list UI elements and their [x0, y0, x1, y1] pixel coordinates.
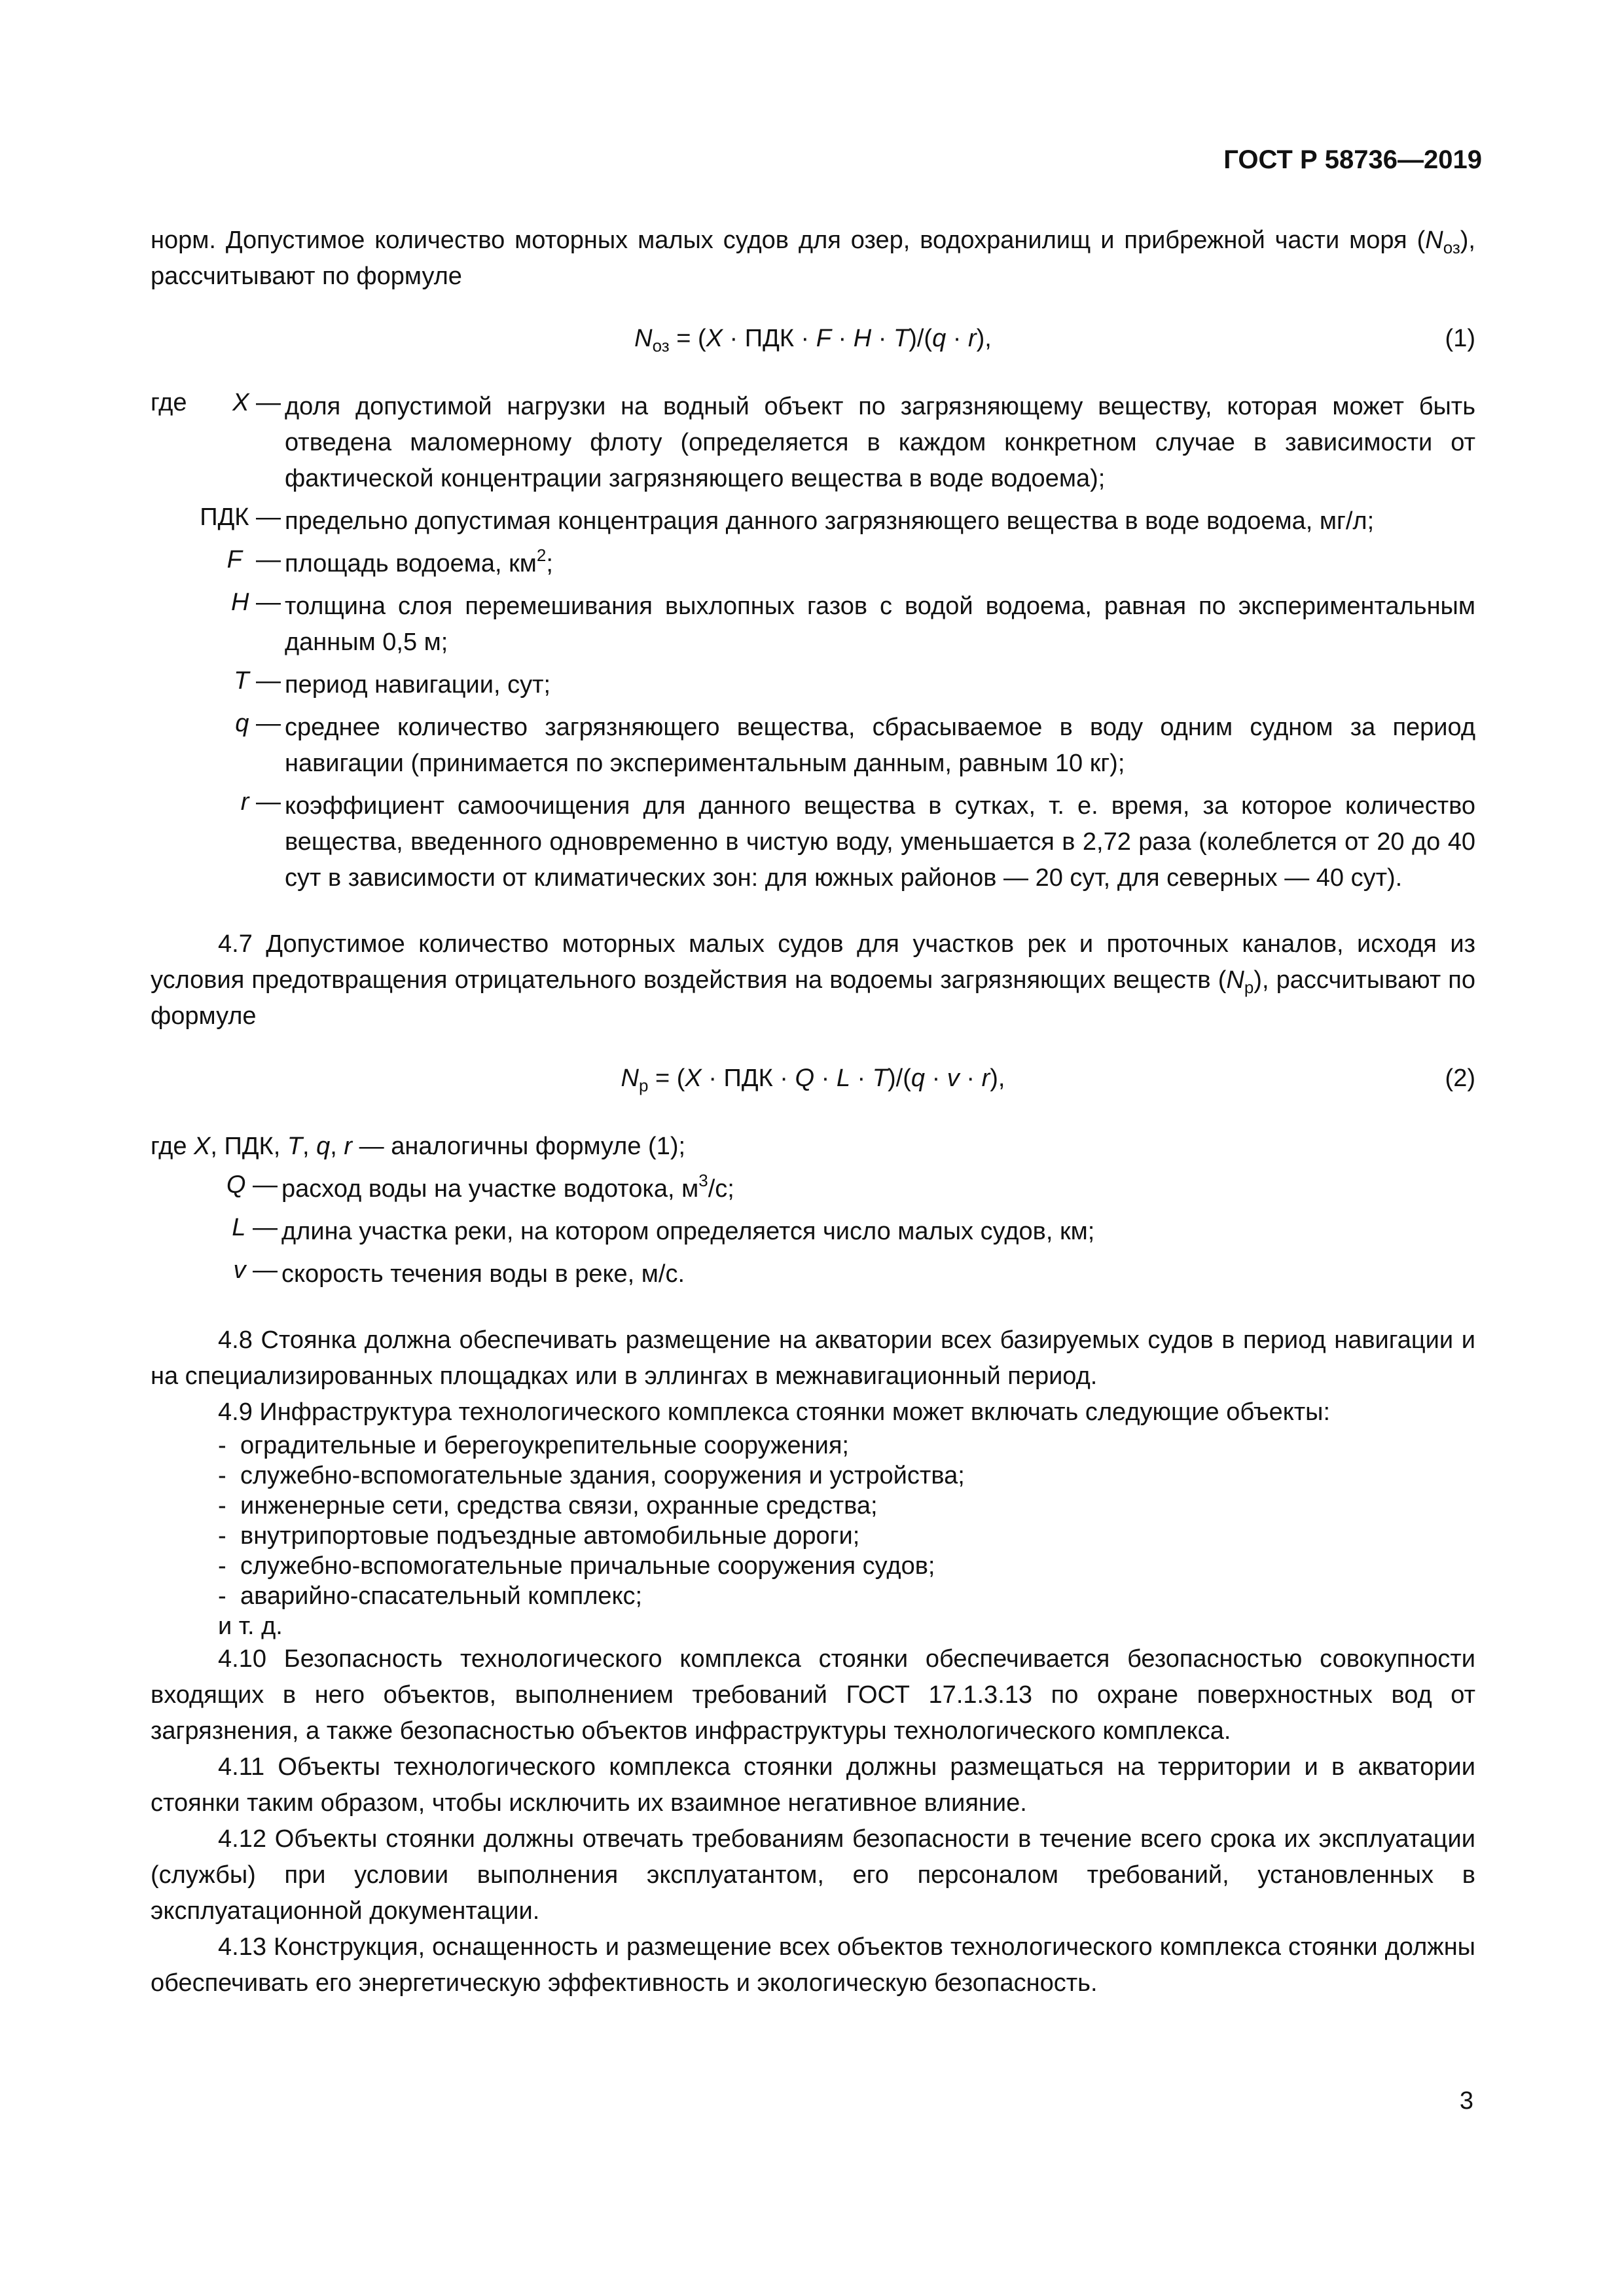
definition-dash: —: [242, 546, 281, 574]
intro-text: норм. Допустимое количество моторных малых судов для озер, водохранилищ и прибрежной части моря (: [151, 227, 1426, 254]
definition-label: [151, 1256, 281, 1292]
definition-label: [151, 1214, 281, 1250]
formula-2: [151, 1051, 1475, 1105]
definition-dash: —: [249, 389, 281, 416]
f2-part: ·: [959, 1065, 982, 1092]
definition-text: [285, 546, 1475, 582]
definition-dash: —: [249, 788, 281, 816]
f2-lhs-var: N: [621, 1065, 639, 1092]
definition-symbol: Q: [226, 1171, 246, 1199]
f1-x: X: [706, 325, 723, 352]
list-item: [151, 1551, 1475, 1581]
definition-symbol: X: [232, 389, 249, 416]
p47-sub: р: [1244, 977, 1254, 997]
definition-dash: —: [245, 1256, 278, 1284]
list-item-text: внутрипортовые подъездные автомобильные дороги;: [240, 1522, 860, 1550]
f1-part: )/(: [909, 325, 933, 352]
paragraph-4-12: 4.12 Объекты стоянки должны отвечать требованиям безопасности в течение всего срока их эксплуатации (службы) при условии выполнения эксплуатантом, его персоналом требований, установленных в эксплуатационной документации.: [151, 1825, 1475, 1925]
definition-f: [151, 546, 1475, 582]
paragraph-4-7: [151, 926, 1475, 1034]
f2-part: )/(: [888, 1065, 911, 1092]
definition-text-main: площадь водоема, км: [285, 550, 537, 577]
definition-label: [151, 1171, 281, 1207]
definition-label: [151, 788, 285, 896]
definition-dash: —: [245, 1171, 278, 1199]
p47-tail: ), рассчитывают по формуле: [151, 966, 1475, 1030]
definition-tail: ;: [546, 550, 553, 577]
symbol: T: [287, 1133, 303, 1160]
definition-dash: —: [249, 667, 281, 695]
definition-symbol: F: [226, 546, 242, 574]
p47-text: 4.7 Допустимое количество моторных малых судов для участков рек и проточных каналов, исходя из условия предотвращения отрицательного воздействия на водоемы загрязняющих веществ (: [151, 930, 1475, 994]
definition-label: [151, 589, 285, 661]
definition-symbol: L: [232, 1214, 246, 1241]
paragraph-4-11: 4.11 Объекты технологического комплекса стоянки должны размещаться на территории и в акватории стоянки таким образом, чтобы исключить их взаимное негативное влияние.: [151, 1753, 1475, 1817]
definition-text: среднее количество загрязняющего вещества, сбрасываемое в воду одним судном за период навигации (принимается по экспериментальным данным, равным 10 кг);: [285, 714, 1475, 777]
definition-t: [151, 667, 1475, 703]
definition-symbol: v: [233, 1256, 246, 1284]
formula-2-body: [621, 1065, 1005, 1095]
defs2-first-line: [151, 1129, 1475, 1165]
formula-1-number: (1): [1445, 325, 1475, 352]
paragraph-4-13: 4.13 Конструкция, оснащенность и размещение всех объектов технологического комплекса стоянки должны обеспечивать его энергетическую эффективность и экологическую безопасность.: [151, 1933, 1475, 1997]
definition-dash: —: [249, 710, 281, 737]
formula-2-number: (2): [1445, 1065, 1475, 1092]
f1-t: T: [893, 325, 909, 352]
definition-label: [151, 389, 285, 497]
f2-l: L: [836, 1065, 850, 1092]
list-item: [151, 1430, 1475, 1461]
definition-text: предельно допустимая концентрация данного загрязняющего вещества в воде водоема, мг/л;: [285, 507, 1375, 535]
f1-h: H: [853, 325, 872, 352]
definition-sup: 2: [536, 545, 547, 565]
list-dash: -: [218, 1522, 226, 1550]
f1-r: r: [967, 325, 977, 352]
definition-x: [151, 389, 1475, 497]
list-item-text: оградительные и берегоукрепительные сооружения;: [240, 1432, 849, 1459]
definition-label: [151, 546, 285, 582]
f1-part: ·: [831, 325, 854, 352]
f2-x: X: [685, 1065, 702, 1092]
definition-text: скорость течения воды в реке, м/с.: [281, 1260, 685, 1288]
definition-pdk: [151, 503, 1475, 539]
intro-sub: оз: [1443, 238, 1460, 257]
f2-part: ·: [814, 1065, 837, 1092]
definition-dash: —: [245, 1214, 278, 1241]
infrastructure-list: [151, 1430, 1475, 1611]
definition-text: коэффициент самоочищения для данного вещества в сутках, т. е. время, за которое количество вещества, введенного одновременно в чистую воду, уменьшается в 2,72 раза (колеблется от 20 до 40 сут в зависимости от климатических зон: для южных районов — 20 сут, для северных — 40 сут).: [285, 792, 1475, 892]
paragraph-4-10: 4.10 Безопасность технологического комплекса стоянки обеспечивается безопасностью совокупности входящих в него объектов, выполнением требований ГОСТ 17.1.3.13 по охране поверхностных вод от загрязнения, а также безопасностью объектов инфраструктуры технологического комплекса.: [151, 1645, 1475, 1745]
intro-var: N: [1425, 227, 1443, 254]
f2-lhs-sub: р: [638, 1076, 649, 1095]
paragraph-4-9: 4.9 Инфраструктура технологического комплекса стоянки может включать следующие объекты:: [218, 1398, 1331, 1426]
formula-1: [151, 312, 1475, 365]
definition-label: [151, 710, 285, 782]
f1-part: ·: [871, 325, 893, 352]
f1-part: ),: [976, 325, 992, 352]
sep: ,: [302, 1133, 317, 1160]
where-word: где: [151, 1133, 194, 1160]
paragraph-4-8: 4.8 Стоянка должна обеспечивать размещение на акватории всех базируемых судов в период навигации и на специализированных площадках или в эллингах в межнавигационный период.: [151, 1326, 1475, 1390]
list-item: [151, 1461, 1475, 1491]
definition-text: доля допустимой нагрузки на водный объект по загрязняющему веществу, которая может быть отведена маломерному флоту (определяется в каждом конкретном случае в зависимости от фактической концентрации загрязняющего вещества в воде водоема);: [285, 393, 1475, 492]
f1-part: = (: [669, 325, 706, 352]
definition-sup: 3: [698, 1171, 708, 1190]
definition-l: [151, 1214, 1475, 1250]
definition-text: длина участка реки, на котором определяется число малых судов, км;: [281, 1218, 1095, 1245]
f1-q: q: [932, 325, 947, 352]
definition-label: [151, 667, 285, 703]
list-item: [151, 1581, 1475, 1611]
list-item: [151, 1491, 1475, 1521]
list-item-text: инженерные сети, средства связи, охранные средства;: [240, 1492, 878, 1520]
intro-paragraph: [151, 223, 1475, 295]
definition-label: [151, 503, 285, 539]
intro-tail: ), рассчитывают по формуле: [151, 227, 1475, 290]
f2-t: T: [872, 1065, 888, 1092]
list-item-text: служебно-вспомогательные здания, сооружения и устройства;: [240, 1462, 965, 1489]
symbol: X: [194, 1133, 211, 1160]
definition-symbol: r: [240, 788, 249, 816]
f2-v: v: [947, 1065, 960, 1092]
where-word: где: [151, 389, 187, 416]
page-content: [151, 223, 1475, 2001]
f2-part: ·: [850, 1065, 873, 1092]
defs2-first-tail: — аналогичны формуле (1);: [352, 1133, 686, 1160]
list-item-text: аварийно-спасательный комплекс;: [240, 1582, 643, 1610]
definition-h: [151, 589, 1475, 661]
symbol: q: [316, 1133, 331, 1160]
f2-part: = (: [648, 1065, 685, 1092]
f1-f: F: [816, 325, 831, 352]
definition-q: [151, 710, 1475, 782]
f2-q: q: [911, 1065, 926, 1092]
definition-text: [281, 1171, 1475, 1207]
list-item: [151, 1521, 1475, 1551]
f2-part: ),: [990, 1065, 1005, 1092]
definition-symbol: q: [235, 710, 249, 737]
page-number: 3: [1459, 2087, 1473, 2115]
f2-q-upper: Q: [795, 1065, 815, 1092]
document-id-header: ГОСТ Р 58736—2019: [1223, 145, 1482, 174]
definition-dash: —: [249, 503, 281, 531]
f1-part: ·: [946, 325, 968, 352]
list-dash: -: [218, 1462, 226, 1489]
p47-var: N: [1226, 966, 1244, 994]
formula-1-body: [634, 325, 992, 355]
definition-text: период навигации, сут;: [285, 671, 551, 699]
definition-dash: —: [249, 589, 281, 616]
symbol: r: [344, 1133, 353, 1160]
f1-lhs-var: N: [634, 325, 653, 352]
f2-part: ·: [925, 1065, 947, 1092]
list-dash: -: [218, 1582, 226, 1610]
list-dash: -: [218, 1432, 226, 1459]
definition-v: [151, 1256, 1475, 1292]
definition-tail: /с;: [708, 1175, 734, 1203]
f2-part: · ПДК ·: [701, 1065, 795, 1092]
definition-text: толщина слоя перемешивания выхлопных газов с водой водоема, равная по экспериментальным данным 0,5 м;: [285, 592, 1475, 656]
f1-lhs-sub: оз: [652, 336, 670, 355]
list-etc: и т. д.: [218, 1613, 283, 1640]
f2-r: r: [981, 1065, 990, 1092]
list-dash: -: [218, 1492, 226, 1520]
list-item-text: служебно-вспомогательные причальные сооружения судов;: [240, 1552, 935, 1580]
definition-symbol: T: [234, 667, 249, 695]
sep: , ПДК,: [210, 1133, 287, 1160]
definition-symbol: H: [230, 589, 249, 616]
list-dash: -: [218, 1552, 226, 1580]
definition-r: [151, 788, 1475, 896]
definition-text-main: расход воды на участке водотока, м: [281, 1175, 699, 1203]
f1-part: · ПДК ·: [723, 325, 816, 352]
definition-q-upper: [151, 1171, 1475, 1207]
definition-symbol: ПДК: [200, 503, 249, 531]
sep: ,: [330, 1133, 344, 1160]
